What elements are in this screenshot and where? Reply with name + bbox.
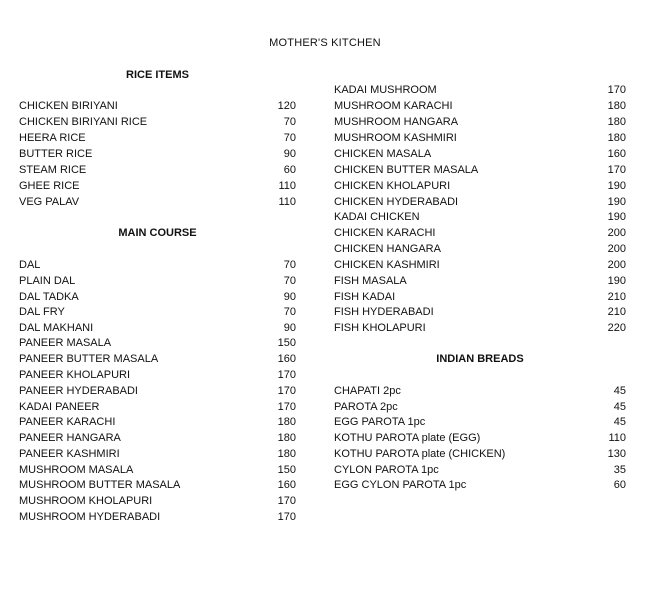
menu-item — [334, 430, 626, 446]
menu-title: MOTHER'S KITCHEN — [269, 37, 381, 49]
item-name: KADAI CHICKEN — [334, 211, 420, 223]
menu-item — [334, 114, 626, 130]
item-name: MUSHROOM HYDERABADI — [19, 511, 161, 523]
item-price: 180 — [607, 132, 626, 144]
menu-item — [334, 241, 626, 257]
menu-item — [19, 477, 296, 493]
item-price: 170 — [277, 401, 296, 413]
menu-item — [19, 194, 296, 210]
item-price: 110 — [608, 432, 626, 444]
section-heading-rice-items: RICE ITEMS — [126, 69, 189, 81]
menu-item — [334, 257, 626, 273]
item-name: GHEE RICE — [19, 180, 80, 192]
item-price: 70 — [283, 306, 296, 318]
item-name: CHICKEN BIRIYANI RICE — [19, 116, 148, 128]
item-price: 200 — [607, 243, 626, 255]
item-name: KOTHU PAROTA plate (CHICKEN) — [334, 448, 506, 460]
item-price: 160 — [277, 353, 296, 365]
item-price: 200 — [607, 227, 626, 239]
item-name: DAL TADKA — [19, 291, 79, 303]
item-name: VEG PALAV — [19, 196, 80, 208]
item-price: 90 — [283, 322, 296, 334]
item-price: 170 — [607, 164, 626, 176]
item-price: 180 — [277, 432, 296, 444]
item-price: 35 — [613, 464, 626, 476]
item-price: 210 — [607, 306, 626, 318]
item-name: DAL — [19, 259, 41, 271]
item-price: 170 — [607, 84, 626, 96]
menu-item — [334, 304, 626, 320]
item-price: 150 — [277, 337, 296, 349]
item-name: PANEER KHOLAPURI — [19, 369, 131, 381]
item-name: CHICKEN KASHMIRI — [334, 259, 440, 271]
item-name: MUSHROOM KHOLAPURI — [19, 495, 153, 507]
menu-item — [334, 82, 626, 98]
menu-item — [334, 98, 626, 114]
item-price: 190 — [607, 275, 626, 287]
item-price: 170 — [277, 385, 296, 397]
item-name: BUTTER RICE — [19, 148, 93, 160]
menu-item — [19, 178, 296, 194]
menu-item — [334, 146, 626, 162]
item-price: 160 — [607, 148, 626, 160]
item-price: 160 — [277, 479, 296, 491]
item-name: KOTHU PAROTA plate (EGG) — [334, 432, 481, 444]
item-name: PANEER HYDERABADI — [19, 385, 138, 397]
item-name: CHICKEN HYDERABADI — [334, 196, 459, 208]
menu-item — [334, 399, 626, 415]
menu-item — [334, 383, 626, 399]
item-price: 90 — [283, 148, 296, 160]
item-price: 190 — [607, 211, 626, 223]
menu-item — [19, 367, 296, 383]
item-name: KADAI MUSHROOM — [334, 84, 437, 96]
menu-item — [334, 178, 626, 194]
item-name: PLAIN DAL — [19, 275, 76, 287]
menu-item — [19, 289, 296, 305]
section-heading-main-course: MAIN COURSE — [118, 227, 197, 239]
item-price: 190 — [607, 180, 626, 192]
item-price: 70 — [283, 116, 296, 128]
item-name: EGG PAROTA 1pc — [334, 416, 426, 428]
item-name: MUSHROOM MASALA — [19, 464, 134, 476]
item-name: MUSHROOM BUTTER MASALA — [19, 479, 181, 491]
menu-item — [334, 414, 626, 430]
menu-item — [19, 430, 296, 446]
item-price: 120 — [277, 100, 296, 112]
menu-item — [19, 114, 296, 130]
item-price: 190 — [607, 196, 626, 208]
item-name: PANEER HANGARA — [19, 432, 121, 444]
menu-item — [334, 225, 626, 241]
menu-item — [334, 273, 626, 289]
item-price: 110 — [278, 180, 296, 192]
item-price: 170 — [277, 369, 296, 381]
item-price: 45 — [613, 401, 626, 413]
menu-item — [334, 194, 626, 210]
menu-item — [19, 162, 296, 178]
item-name: PANEER KASHMIRI — [19, 448, 120, 460]
item-name: MUSHROOM KARACHI — [334, 100, 453, 112]
item-name: DAL MAKHANI — [19, 322, 94, 334]
menu-item — [19, 304, 296, 320]
item-name: KADAI PANEER — [19, 401, 100, 413]
item-price: 90 — [283, 291, 296, 303]
item-price: 180 — [607, 100, 626, 112]
item-price: 45 — [613, 416, 626, 428]
menu-item — [19, 320, 296, 336]
item-name: MUSHROOM KASHMIRI — [334, 132, 457, 144]
item-price: 170 — [277, 511, 296, 523]
menu-item — [19, 509, 296, 525]
menu-item — [334, 320, 626, 336]
item-name: HEERA RICE — [19, 132, 86, 144]
item-price: 60 — [283, 164, 296, 176]
menu-item — [334, 446, 626, 462]
item-price: 170 — [277, 495, 296, 507]
item-name: PANEER KARACHI — [19, 416, 116, 428]
item-price: 110 — [278, 196, 296, 208]
item-name: PANEER MASALA — [19, 337, 112, 349]
item-price: 70 — [283, 132, 296, 144]
item-price: 45 — [613, 385, 626, 397]
menu-item — [19, 462, 296, 478]
item-name: FISH KADAI — [334, 291, 396, 303]
menu-item — [19, 335, 296, 351]
menu-item — [334, 162, 626, 178]
item-price: 150 — [277, 464, 296, 476]
item-name: CHAPATI 2pc — [334, 385, 401, 397]
item-price: 70 — [283, 275, 296, 287]
item-name: CHICKEN BUTTER MASALA — [334, 164, 479, 176]
menu-item — [19, 98, 296, 114]
menu-item — [334, 289, 626, 305]
item-name: FISH KHOLAPURI — [334, 322, 426, 334]
section-heading-indian-breads: INDIAN BREADS — [436, 353, 524, 365]
menu-item — [19, 399, 296, 415]
menu-item — [19, 257, 296, 273]
item-price: 180 — [277, 448, 296, 460]
menu-item — [19, 414, 296, 430]
menu-item — [334, 477, 626, 493]
menu-item — [19, 383, 296, 399]
menu-item — [334, 209, 626, 225]
menu-item — [19, 351, 296, 367]
item-name: FISH MASALA — [334, 275, 407, 287]
item-name: EGG CYLON PAROTA 1pc — [334, 479, 467, 491]
item-name: FISH HYDERABADI — [334, 306, 434, 318]
menu-item — [334, 462, 626, 478]
menu-item — [19, 273, 296, 289]
menu-item — [19, 130, 296, 146]
item-name: DAL FRY — [19, 306, 65, 318]
menu-item — [334, 130, 626, 146]
menu-item — [19, 146, 296, 162]
item-name: CHICKEN KARACHI — [334, 227, 436, 239]
item-name: CYLON PAROTA 1pc — [334, 464, 439, 476]
item-name: CHICKEN BIRIYANI — [19, 100, 118, 112]
item-name: MUSHROOM HANGARA — [334, 116, 459, 128]
item-price: 180 — [277, 416, 296, 428]
item-name: STEAM RICE — [19, 164, 87, 176]
item-price: 70 — [283, 259, 296, 271]
item-price: 130 — [607, 448, 626, 460]
item-price: 200 — [607, 259, 626, 271]
menu-item — [19, 493, 296, 509]
item-name: CHICKEN KHOLAPURI — [334, 180, 451, 192]
item-price: 60 — [613, 479, 626, 491]
menu-item — [19, 446, 296, 462]
item-name: PAROTA 2pc — [334, 401, 398, 413]
item-name: CHICKEN MASALA — [334, 148, 432, 160]
item-name: PANEER BUTTER MASALA — [19, 353, 159, 365]
item-price: 210 — [607, 291, 626, 303]
item-name: CHICKEN HANGARA — [334, 243, 441, 255]
item-price: 220 — [607, 322, 626, 334]
item-price: 180 — [607, 116, 626, 128]
